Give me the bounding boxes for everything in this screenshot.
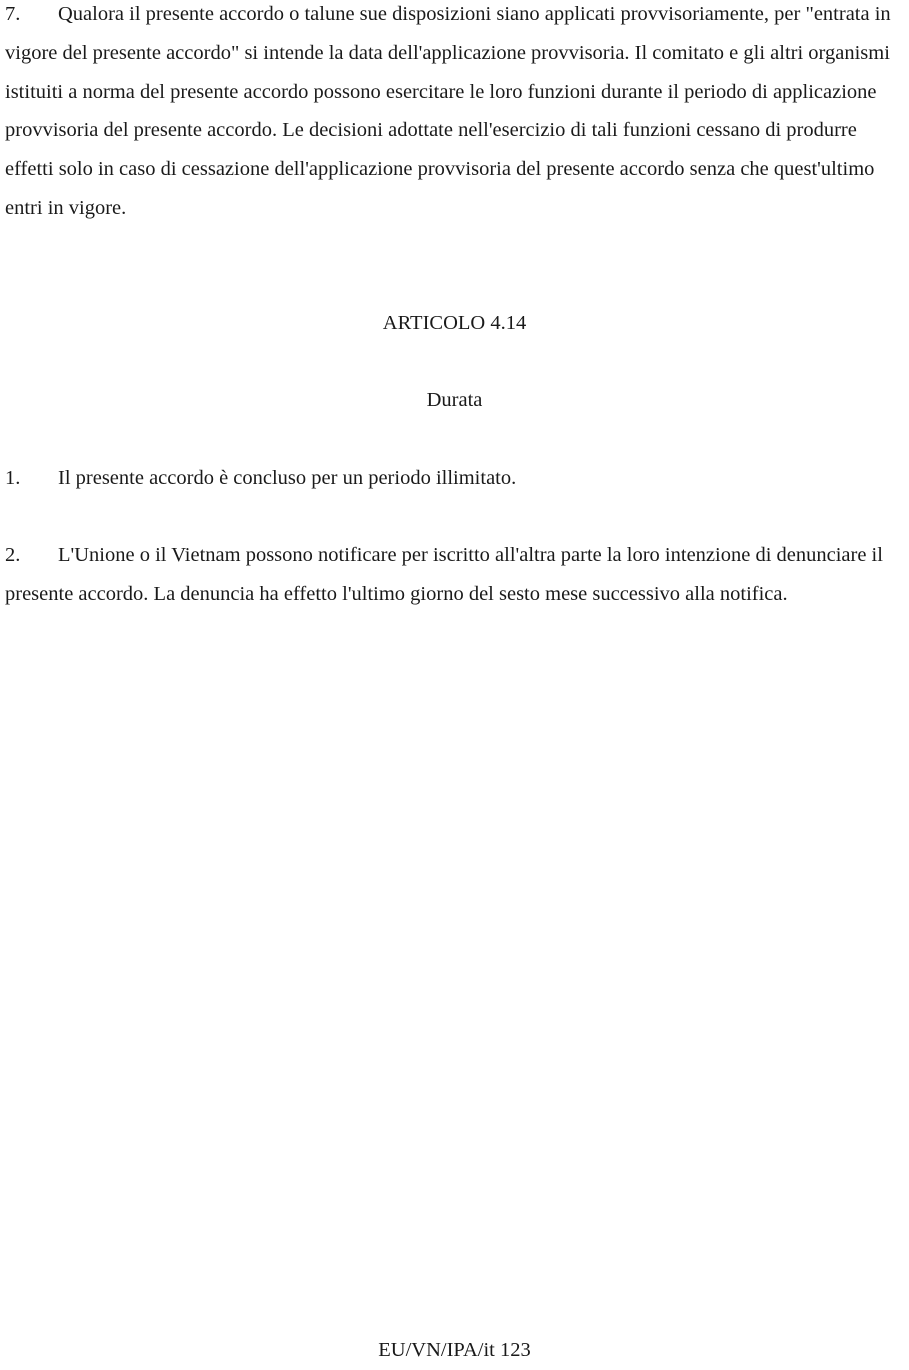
paragraph-text: Il presente accordo è concluso per un periodo illimitato.	[58, 467, 517, 489]
page-footer-reference: EU/VN/IPA/it 123	[378, 1339, 531, 1361]
article-paragraph-2	[5, 536, 905, 614]
paragraph-number: 2.	[5, 544, 21, 566]
paragraph-number: 1.	[5, 467, 21, 489]
article-paragraph-1	[5, 459, 905, 498]
article-title: ARTICOLO 4.14	[382, 312, 527, 334]
paragraph-text: Qualora il presente accordo o talune sue disposizioni siano applicati provvisoriamente, per "entrata in vigore del presente accordo" si intende la data dell'applicazione provvisoria. Il comitato e gli altri organismi istituiti a norma del presente accordo possono esercitare le loro funzioni durante il periodo di applicazione provvisoria del presente accordo. Le decisioni adottate nell'esercizio di tali funzioni cessano di produrre effetti solo in caso di cessazione dell'applicazione provvisoria del presente accordo senza che quest'ultimo entri in vigore.	[5, 3, 891, 219]
paragraph-number: 7.	[5, 3, 21, 25]
paragraph-text: L'Unione o il Vietnam possono notificare per iscritto all'altra parte la loro intenzione di denunciare il presente accordo. La denuncia ha effetto l'ultimo giorno del sesto mese successivo alla notifica.	[5, 544, 883, 605]
article-subtitle: Durata	[426, 389, 483, 411]
paragraph-7	[5, 0, 905, 228]
